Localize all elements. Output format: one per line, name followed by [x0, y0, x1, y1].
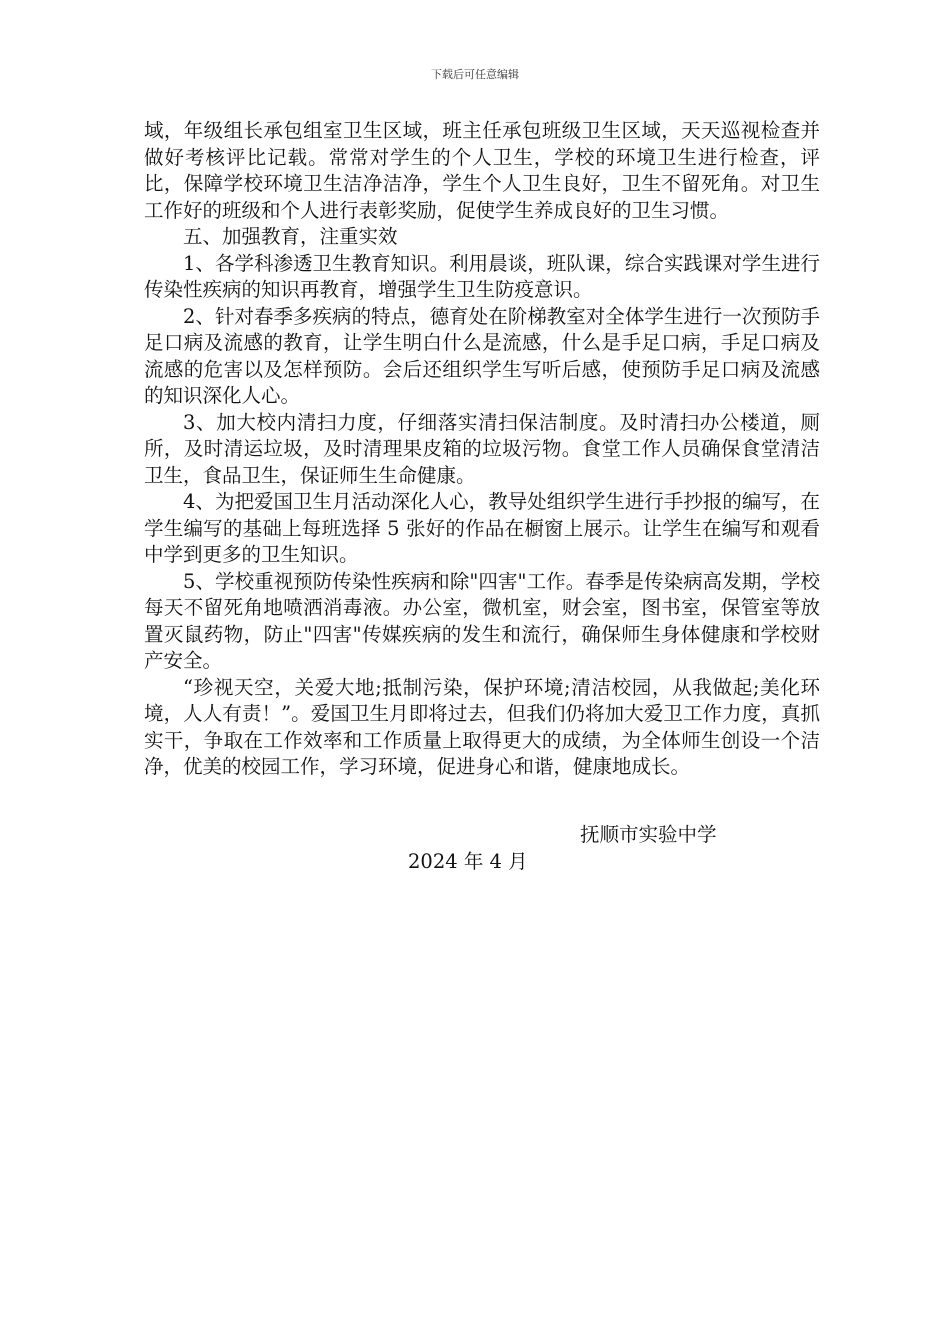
paragraph: 域，年级组长承包组室卫生区域，班主任承包班级卫生区域，天天巡视检查并做好考核评比记载。常常对学生的个人卫生，学校的环境卫生进行检查，评比，保障学校环境卫生洁净洁净，学生个人卫生良好，卫生不留死角。对卫生工作好的班级和个人进行表彰奖励，促使学生养成良好的卫生习惯。 — [144, 119, 820, 222]
paragraph: 1、各学科渗透卫生教育知识。利用晨谈，班队课，综合实践课对学生进行传染性疾病的知识再教育，增强学生卫生防疫意识。 — [144, 251, 820, 301]
signature: 抚顺市实验中学 — [580, 823, 717, 846]
page-header: 下载后可任意编辑 — [431, 68, 519, 81]
section-heading: 五、加强教育，注重实效 — [183, 225, 398, 248]
paragraph: 4、为把爱国卫生月活动深化人心，教导处组织学生进行手抄报的编写，在学生编写的基础上每班选择 5 张好的作品在橱窗上展示。让学生在编写和观看中学到更多的卫生知识。 — [144, 490, 820, 566]
paragraph: 3、加大校内清扫力度，仔细落实清扫保洁制度。及时清扫办公楼道，厕所，及时清运垃圾，及时清理果皮箱的垃圾污物。食堂工作人员确保食堂清洁卫生，食品卫生，保证师生生命健康。 — [144, 410, 820, 487]
paragraph: 5、学校重视预防传染性疾病和除"四害"工作。春季是传染病高发期，学校每天不留死角地喷洒消毒液。办公室，微机室，财会室，图书室，保管室等放置灭鼠药物，防止"四害"传媒疾病的发生和流行，确保师生身体健康和学校财产安全。 — [144, 569, 820, 672]
document-date: 2024 年 4 月 — [408, 850, 528, 873]
document-body — [144, 118, 820, 781]
paragraph: “珍视天空，关爱大地;抵制污染，保护环境;清洁校园，从我做起;美化环境，人人有责！”。爱国卫生月即将过去，但我们仍将加大爱卫工作力度，真抓实干，争取在工作效率和工作质量上取得更大的成绩，为全体师生创设一个洁净，优美的校园工作，学习环境，促进身心和谐，健康地成长。 — [144, 675, 820, 778]
paragraph: 2、针对春季多疾病的特点，德育处在阶梯教室对全体学生进行一次预防手足口病及流感的教育，让学生明白什么是流感，什么是手足口病，手足口病及流感的危害以及怎样预防。会后还组织学生写听后感，使预防手足口病及流感的知识深化人心。 — [144, 304, 820, 407]
